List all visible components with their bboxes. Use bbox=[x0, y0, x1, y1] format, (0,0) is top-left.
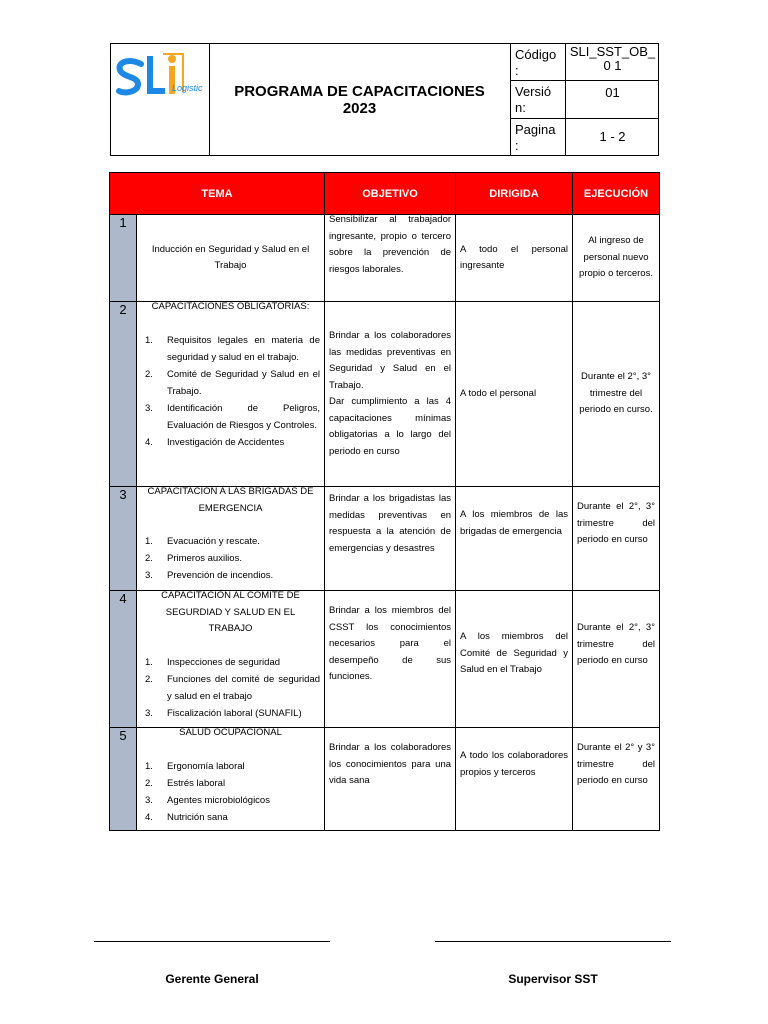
logo-graphic bbox=[111, 44, 209, 155]
row-number: 2 bbox=[110, 302, 137, 487]
objetivo-cell bbox=[325, 215, 456, 302]
tema-list bbox=[137, 332, 324, 451]
tema-cell bbox=[137, 728, 325, 831]
meta-version bbox=[511, 81, 659, 119]
table-row bbox=[110, 487, 660, 591]
dirigida-text: A los miembros de las brigadas de emergencia bbox=[460, 509, 569, 537]
list-item: 4. Investigación de Accidentes bbox=[145, 436, 285, 448]
dirigida-cell bbox=[456, 302, 573, 487]
tema-list bbox=[137, 654, 324, 722]
list-item: 1. Requisitos legales en materia de seguridad y salud en el trabajo. bbox=[145, 334, 321, 363]
dirigida-cell bbox=[456, 728, 573, 831]
header-dirigida: DIRIGIDA bbox=[456, 173, 573, 215]
tema-cell bbox=[137, 215, 325, 302]
objetivo-text: Brindar a los brigadistas las medidas preventivas en respuesta a la atención de emergencias y desastres bbox=[329, 493, 452, 554]
svg-text:Logistic: Logistic bbox=[172, 83, 203, 93]
header-ejecucion: EJECUCIÓN bbox=[573, 173, 660, 215]
header-objetivo: OBJETIVO bbox=[325, 173, 456, 215]
objetivo-text: Sensibilizar al trabajador ingresante, propio o tercero sobre la prevención de riesgos laborales. bbox=[329, 214, 452, 275]
objetivo-text: Brindar a los colaboradores las medidas preventivas en Seguridad y Salud en el Trabajo. bbox=[329, 330, 452, 391]
ejecucion-cell bbox=[573, 728, 660, 831]
list-item: 3. Fiscalización laboral (SUNAFIL) bbox=[145, 707, 302, 719]
company-logo bbox=[111, 44, 210, 155]
objetivo-cell bbox=[325, 487, 456, 591]
ejecucion-text: Durante el 2° y 3° trimestre del periodo en curso bbox=[577, 742, 656, 786]
objetivo-cell bbox=[325, 302, 456, 487]
training-table bbox=[109, 172, 660, 831]
list-item: 3. Identificación de Peligros, Evaluación de Riesgos y Controles. bbox=[145, 402, 321, 431]
dirigida-cell bbox=[456, 591, 573, 728]
table-row bbox=[110, 302, 660, 487]
meta-value: SLI_SST_OB_0 1 bbox=[569, 44, 656, 73]
row-number: 5 bbox=[110, 728, 137, 831]
tema-list bbox=[137, 758, 324, 826]
document-header bbox=[110, 43, 659, 156]
list-item: 2. Estrés laboral bbox=[145, 777, 226, 789]
meta-label: Versió n: bbox=[511, 81, 566, 118]
list-item: 1. Evacuación y rescate. bbox=[145, 536, 260, 547]
tema-cell bbox=[137, 487, 325, 591]
document-meta bbox=[510, 44, 659, 155]
meta-label: Código : bbox=[511, 44, 566, 80]
signature-line-right bbox=[435, 941, 671, 942]
objetivo-text: Brindar a los miembros del CSST los conocimientos necesarios para el desempeño de sus funciones. bbox=[329, 605, 452, 682]
objetivo-cell bbox=[325, 591, 456, 728]
signature-line-left bbox=[94, 941, 330, 942]
dirigida-cell bbox=[456, 215, 573, 302]
list-item: 2. Funciones del comité de seguridad y salud en el trabajo bbox=[145, 673, 321, 702]
objetivo-cell bbox=[325, 728, 456, 831]
list-item: 2. Primeros auxilios. bbox=[145, 553, 242, 564]
list-item: 1. Inspecciones de seguridad bbox=[145, 656, 281, 668]
objetivo-text: Brindar a los colaboradores los conocimientos para una vida sana bbox=[329, 742, 452, 786]
dirigida-cell bbox=[456, 487, 573, 591]
meta-value: 01 bbox=[605, 85, 620, 100]
list-item: 4. Nutrición sana bbox=[145, 811, 228, 823]
list-item: 3. Agentes microbiológicos bbox=[145, 794, 270, 806]
ejecucion-text: Durante el 2°, 3° trimestre del periodo en curso. bbox=[579, 371, 653, 416]
tema-cell bbox=[137, 591, 325, 728]
meta-label: Pagina : bbox=[511, 119, 566, 155]
objetivo-text-2: Dar cumplimiento a las 4 capacitaciones mínimas obligatorias a lo largo del periodo en curso bbox=[329, 396, 452, 457]
signature-label-left: Gerente General bbox=[165, 972, 259, 986]
ejecucion-cell bbox=[573, 302, 660, 487]
row-number: 3 bbox=[110, 487, 137, 591]
document-title: PROGRAMA DE CAPACITACIONES 2023 bbox=[234, 82, 485, 117]
dirigida-text: A todo el personal bbox=[460, 387, 537, 399]
meta-pagina bbox=[511, 119, 659, 155]
tema-title: CAPACITACIÓN AL COMITÉ DE SEGURDIAD Y SALUD EN EL TRABAJO bbox=[161, 590, 300, 634]
ejecucion-text: Durante el 2°, 3° trimestre del periodo en curso bbox=[577, 501, 656, 545]
ejecucion-cell bbox=[573, 215, 660, 302]
table-row bbox=[110, 728, 660, 831]
ejecucion-cell bbox=[573, 487, 660, 591]
table-row bbox=[110, 215, 660, 302]
signature-label-right: Supervisor SST bbox=[508, 972, 598, 986]
meta-codigo bbox=[511, 44, 659, 81]
tema-cell bbox=[137, 302, 325, 487]
tema-title: CAPACITACION A LAS BRIGADAS DE EMERGENCIA bbox=[147, 486, 314, 514]
row-number: 4 bbox=[110, 591, 137, 728]
ejecucion-cell bbox=[573, 591, 660, 728]
table-row bbox=[110, 591, 660, 728]
table-header-row bbox=[110, 173, 660, 215]
tema-list bbox=[137, 533, 324, 584]
dirigida-text: A los miembros del Comité de Seguridad y Salud en el Trabajo bbox=[460, 631, 569, 675]
list-item: 1. Ergonomía laboral bbox=[145, 760, 245, 772]
tema-text: Inducción en Seguridad y Salud en el Trabajo bbox=[151, 243, 310, 271]
row-number: 1 bbox=[110, 215, 137, 302]
dirigida-text: A todo los colaboradores propios y terceros bbox=[460, 750, 569, 778]
list-item: 2. Comité de Seguridad y Salud en el Trabajo. bbox=[145, 368, 321, 397]
ejecucion-text: Durante el 2°, 3° trimestre del periodo en curso bbox=[577, 622, 656, 666]
ejecucion-text: Al ingreso de personal nuevo propio o terceros. bbox=[579, 235, 653, 280]
dirigida-text: A todo el personal ingresante bbox=[460, 243, 569, 271]
list-item: 3. Prevención de incendios. bbox=[145, 570, 274, 581]
tema-title: CAPACITACIONES OBLIGATORIAS: bbox=[151, 301, 310, 312]
meta-value: 1 - 2 bbox=[599, 129, 626, 144]
tema-title: SALUD OCUPACIONAL bbox=[179, 727, 282, 738]
header-tema: TEMA bbox=[110, 173, 325, 215]
